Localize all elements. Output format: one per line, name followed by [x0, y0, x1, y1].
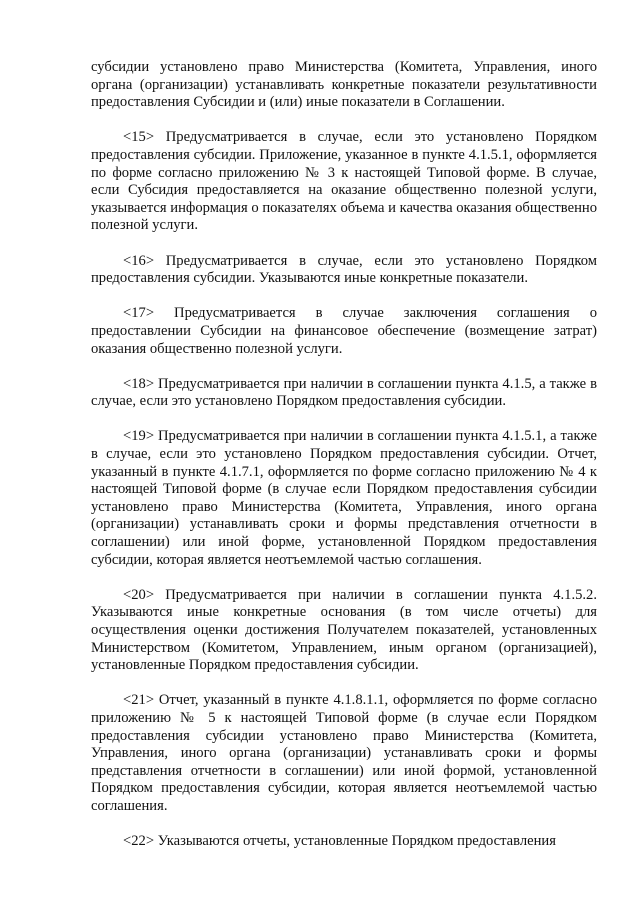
footnote-15: <15> Предусматривается в случае, если это установлено Порядком предоставления субсидии. Приложение, указанное в пункте 4.1.5.1, оформляется по форме согласно приложению № 3 к настоящей Типовой форме. В случае, если Субсидия предоставляется на оказание общественно полезной услуги, указывается информация о показателях объема и качества оказания общественно полезной услуги.	[91, 129, 597, 234]
footnote-16: <16> Предусматривается в случае, если это установлено Порядком предоставления субсидии. Указываются иные конкретные показатели.	[91, 252, 597, 287]
footnote-17: <17> Предусматривается в случае заключения соглашения о предоставлении Субсидии на финансовое обеспечение (возмещение затрат) оказания общественно полезной услуги.	[91, 305, 597, 357]
footnote-22: <22> Указываются отчеты, установленные Порядком предоставления	[123, 833, 556, 850]
footnote-19: <19> Предусматривается при наличии в соглашении пункта 4.1.5.1, а также в случае, если это установлено Порядком предоставления субсидии. Отчет, указанный в пункте 4.1.7.1, оформляется по форме согласно приложению № 4 к настоящей Типовой форме (в случае если Порядком предоставления субсидии установлено право Министерства (Комитета, Управления, иного органа (организации) устанавливать сроки и формы представления отчетности в соглашении) или иной форме, установленной Порядком предоставления субсидии, которая является неотъемлемой частью соглашения.	[91, 428, 597, 568]
paragraph-continuation: субсидии установлено право Министерства (Комитета, Управления, иного органа (организации) устанавливать конкретные показатели результативности предоставления Субсидии и (или) иные показатели в Соглашении.	[91, 59, 597, 111]
footnote-21: <21> Отчет, указанный в пункте 4.1.8.1.1, оформляется по форме согласно приложению № 5 к настоящей Типовой форме (в случае если Порядком предоставления субсидии установлено право Министерства (Комитета, Управления, иного органа (организации) устанавливать сроки и формы представления отчетности в соглашении) или иной формой, установленной Порядком предоставления субсидии, которая является неотъемлемой частью соглашения.	[91, 692, 597, 814]
footnote-18: <18> Предусматривается при наличии в соглашении пункта 4.1.5, а также в случае, если это установлено Порядком предоставления субсидии.	[91, 375, 597, 410]
document-page	[91, 59, 597, 851]
footnote-20: <20> Предусматривается при наличии в соглашении пункта 4.1.5.2. Указываются иные конкретные основания (в том числе отчеты) для осуществления оценки достижения Получателем показателей, установленных Министерством (Комитетом, Управлением, иным органом (организацией), установленные Порядком предоставления субсидии.	[91, 586, 597, 674]
